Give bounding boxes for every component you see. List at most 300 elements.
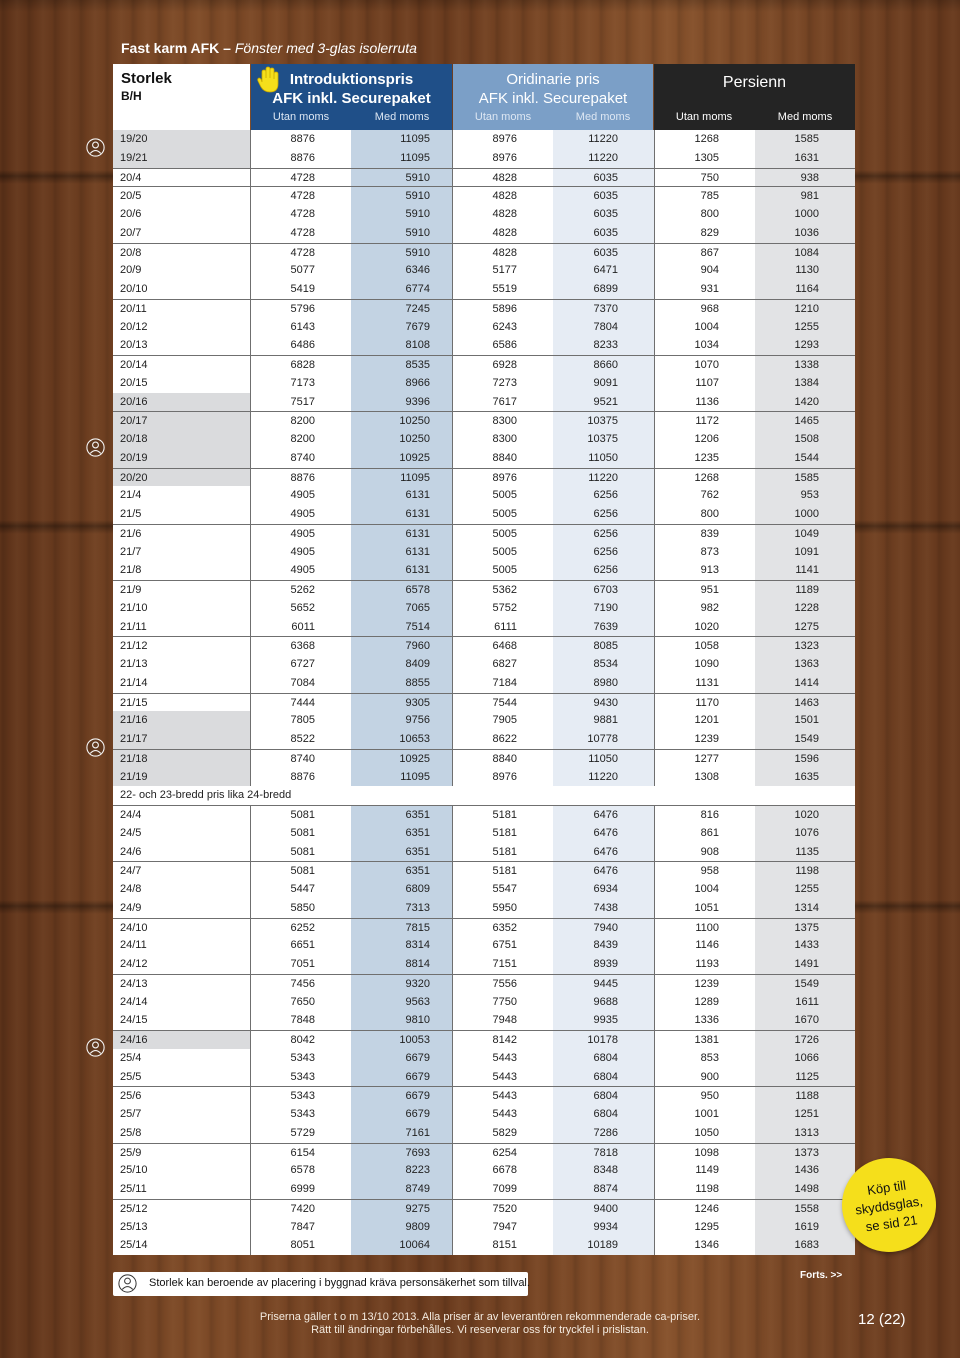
cell-persienn-incl-vat: 1726 xyxy=(755,1031,855,1049)
cell-intro-excl-vat: 5796 xyxy=(250,300,351,318)
cell-intro-incl-vat: 10925 xyxy=(351,750,452,768)
cell-ordinary-excl-vat: 5005 xyxy=(452,525,553,543)
cell-intro-excl-vat: 8051 xyxy=(250,1236,351,1255)
cell-ordinary-excl-vat: 7948 xyxy=(452,1011,553,1030)
cell-intro-excl-vat: 4728 xyxy=(250,205,351,224)
cell-ordinary-incl-vat: 6256 xyxy=(553,486,654,505)
cell-intro-incl-vat: 6131 xyxy=(351,561,452,580)
cell-ordinary-incl-vat: 8980 xyxy=(553,674,654,693)
cell-persienn-excl-vat: 1090 xyxy=(654,655,755,674)
cell-persienn-excl-vat: 1268 xyxy=(654,469,755,487)
cell-ordinary-excl-vat: 5443 xyxy=(452,1087,553,1105)
cell-intro-excl-vat: 5262 xyxy=(250,581,351,599)
cell-intro-incl-vat: 8409 xyxy=(351,655,452,674)
cell-persienn-incl-vat: 1683 xyxy=(755,1236,855,1255)
cell-persienn-incl-vat: 1000 xyxy=(755,205,855,224)
cell-ordinary-excl-vat: 7905 xyxy=(452,711,553,730)
cell-persienn-excl-vat: 968 xyxy=(654,300,755,318)
cell-size: 25/10 xyxy=(113,1161,250,1180)
cell-intro-incl-vat: 9396 xyxy=(351,393,452,412)
table-row xyxy=(113,730,855,749)
cell-intro-incl-vat: 9275 xyxy=(351,1200,452,1218)
cell-intro-incl-vat: 7514 xyxy=(351,618,452,637)
cell-persienn-excl-vat: 1172 xyxy=(654,412,755,430)
table-row xyxy=(113,824,855,843)
cell-persienn-excl-vat: 1246 xyxy=(654,1200,755,1218)
cell-intro-incl-vat: 6131 xyxy=(351,543,452,562)
cell-persienn-excl-vat: 1131 xyxy=(654,674,755,693)
table-row xyxy=(113,130,855,149)
cell-size: 21/18 xyxy=(113,750,250,768)
table-row xyxy=(113,843,855,862)
cell-size: 24/4 xyxy=(113,806,250,824)
cell-intro-incl-vat: 5910 xyxy=(351,244,452,262)
cell-persienn-excl-vat: 982 xyxy=(654,599,755,618)
cell-ordinary-excl-vat: 7544 xyxy=(452,694,553,712)
cell-intro-excl-vat: 6011 xyxy=(250,618,351,637)
cell-size: 24/13 xyxy=(113,975,250,993)
cell-ordinary-incl-vat: 6476 xyxy=(553,843,654,862)
cell-intro-excl-vat: 4728 xyxy=(250,224,351,243)
cell-intro-incl-vat: 10250 xyxy=(351,430,452,449)
cell-intro-incl-vat: 6131 xyxy=(351,525,452,543)
cell-intro-incl-vat: 7065 xyxy=(351,599,452,618)
cell-persienn-excl-vat: 1295 xyxy=(654,1218,755,1237)
cell-intro-incl-vat: 7161 xyxy=(351,1124,452,1143)
ord-utan-moms: Utan moms xyxy=(474,111,532,123)
cell-size: 19/20 xyxy=(113,130,250,149)
cell-ordinary-excl-vat: 6827 xyxy=(452,655,553,674)
cell-size: 21/14 xyxy=(113,674,250,693)
cell-ordinary-incl-vat: 9521 xyxy=(553,393,654,412)
header-size-label: Storlek xyxy=(121,70,172,87)
cell-intro-excl-vat: 5652 xyxy=(250,599,351,618)
cell-ordinary-incl-vat: 7639 xyxy=(553,618,654,637)
cell-intro-excl-vat: 4905 xyxy=(250,525,351,543)
cell-intro-incl-vat: 6774 xyxy=(351,280,452,299)
cell-persienn-excl-vat: 1206 xyxy=(654,430,755,449)
table-row xyxy=(113,186,855,205)
cell-ordinary-incl-vat: 10178 xyxy=(553,1031,654,1049)
cell-persienn-incl-vat: 1384 xyxy=(755,374,855,393)
table-row xyxy=(113,1030,855,1049)
table-row xyxy=(113,280,855,299)
cell-persienn-incl-vat: 1619 xyxy=(755,1218,855,1237)
cell-persienn-incl-vat: 1210 xyxy=(755,300,855,318)
cell-intro-excl-vat: 5343 xyxy=(250,1087,351,1105)
cell-persienn-excl-vat: 1058 xyxy=(654,637,755,655)
cell-size: 20/20 xyxy=(113,469,250,487)
table-row xyxy=(113,749,855,768)
cell-persienn-incl-vat: 1323 xyxy=(755,637,855,655)
cell-persienn-incl-vat: 1198 xyxy=(755,862,855,880)
cell-size: 25/6 xyxy=(113,1087,250,1105)
cell-ordinary-incl-vat: 7190 xyxy=(553,599,654,618)
cell-intro-incl-vat: 10053 xyxy=(351,1031,452,1049)
cell-intro-incl-vat: 8535 xyxy=(351,356,452,374)
cell-ordinary-incl-vat: 11220 xyxy=(553,149,654,168)
cell-persienn-excl-vat: 1136 xyxy=(654,393,755,412)
cell-persienn-incl-vat: 938 xyxy=(755,169,855,187)
cell-ordinary-excl-vat: 8976 xyxy=(452,130,553,149)
cell-persienn-incl-vat: 1558 xyxy=(755,1200,855,1218)
cell-size: 20/12 xyxy=(113,318,250,337)
table-row xyxy=(113,1011,855,1030)
cell-persienn-incl-vat: 1066 xyxy=(755,1049,855,1068)
person-icon xyxy=(86,138,105,157)
cell-intro-incl-vat: 9809 xyxy=(351,1218,452,1237)
cell-ordinary-excl-vat: 5181 xyxy=(452,862,553,880)
cell-persienn-excl-vat: 1051 xyxy=(654,899,755,918)
cell-intro-incl-vat: 6578 xyxy=(351,581,452,599)
cell-ordinary-incl-vat: 11220 xyxy=(553,469,654,487)
cell-persienn-incl-vat: 1436 xyxy=(755,1161,855,1180)
cell-intro-excl-vat: 6727 xyxy=(250,655,351,674)
cell-ordinary-excl-vat: 4828 xyxy=(452,169,553,187)
cell-intro-incl-vat: 8314 xyxy=(351,936,452,955)
cell-persienn-incl-vat: 1508 xyxy=(755,430,855,449)
table-row xyxy=(113,561,855,580)
cell-intro-excl-vat: 4728 xyxy=(250,187,351,205)
cell-ordinary-excl-vat: 5005 xyxy=(452,505,553,524)
cell-ordinary-excl-vat: 8300 xyxy=(452,430,553,449)
cell-intro-excl-vat: 7848 xyxy=(250,1011,351,1030)
cell-size: 20/16 xyxy=(113,393,250,412)
cell-intro-excl-vat: 8200 xyxy=(250,412,351,430)
cell-persienn-incl-vat: 1130 xyxy=(755,261,855,280)
cell-persienn-incl-vat: 1251 xyxy=(755,1105,855,1124)
cell-ordinary-excl-vat: 6254 xyxy=(452,1144,553,1162)
cell-ordinary-excl-vat: 7617 xyxy=(452,393,553,412)
cell-ordinary-excl-vat: 5896 xyxy=(452,300,553,318)
cell-ordinary-excl-vat: 5443 xyxy=(452,1068,553,1087)
ord-line2: AFK inkl. Securepaket xyxy=(478,90,628,107)
cell-ordinary-excl-vat: 5829 xyxy=(452,1124,553,1143)
table-row xyxy=(113,580,855,599)
cell-size: 25/5 xyxy=(113,1068,250,1087)
cell-intro-excl-vat: 8876 xyxy=(250,130,351,149)
table-row xyxy=(113,861,855,880)
cell-persienn-incl-vat: 1313 xyxy=(755,1124,855,1143)
cell-ordinary-incl-vat: 9881 xyxy=(553,711,654,730)
cell-intro-excl-vat: 7847 xyxy=(250,1218,351,1237)
cell-intro-incl-vat: 9756 xyxy=(351,711,452,730)
cell-intro-incl-vat: 7960 xyxy=(351,637,452,655)
cell-intro-incl-vat: 7693 xyxy=(351,1144,452,1162)
badge-line1: Köp till xyxy=(866,1177,907,1198)
cell-intro-excl-vat: 4728 xyxy=(250,244,351,262)
cell-size: 21/17 xyxy=(113,730,250,749)
cell-ordinary-incl-vat: 7818 xyxy=(553,1144,654,1162)
cell-ordinary-incl-vat: 9935 xyxy=(553,1011,654,1030)
cell-ordinary-excl-vat: 6928 xyxy=(452,356,553,374)
cell-persienn-incl-vat: 1188 xyxy=(755,1087,855,1105)
cell-intro-incl-vat: 10250 xyxy=(351,412,452,430)
cell-intro-excl-vat: 4905 xyxy=(250,561,351,580)
cell-persienn-incl-vat: 1076 xyxy=(755,824,855,843)
cell-ordinary-incl-vat: 8439 xyxy=(553,936,654,955)
cell-persienn-excl-vat: 1100 xyxy=(654,919,755,937)
cell-intro-excl-vat: 4728 xyxy=(250,169,351,187)
cell-persienn-incl-vat: 1465 xyxy=(755,412,855,430)
cell-intro-excl-vat: 5343 xyxy=(250,1105,351,1124)
cell-intro-incl-vat: 9305 xyxy=(351,694,452,712)
cell-ordinary-incl-vat: 7370 xyxy=(553,300,654,318)
cell-persienn-excl-vat: 829 xyxy=(654,224,755,243)
cell-ordinary-incl-vat: 9091 xyxy=(553,374,654,393)
cell-intro-excl-vat: 7650 xyxy=(250,993,351,1012)
table-row xyxy=(113,918,855,937)
cell-intro-incl-vat: 11095 xyxy=(351,469,452,487)
cell-ordinary-excl-vat: 7184 xyxy=(452,674,553,693)
cell-size: 25/14 xyxy=(113,1236,250,1255)
cell-ordinary-excl-vat: 5181 xyxy=(452,806,553,824)
cell-intro-excl-vat: 8876 xyxy=(250,469,351,487)
cell-persienn-excl-vat: 762 xyxy=(654,486,755,505)
cell-persienn-excl-vat: 867 xyxy=(654,244,755,262)
cell-ordinary-excl-vat: 6751 xyxy=(452,936,553,955)
cell-intro-excl-vat: 6651 xyxy=(250,936,351,955)
cell-intro-excl-vat: 5081 xyxy=(250,824,351,843)
cell-intro-incl-vat: 7245 xyxy=(351,300,452,318)
table-row xyxy=(113,1180,855,1199)
cell-intro-excl-vat: 6252 xyxy=(250,919,351,937)
cell-intro-excl-vat: 4905 xyxy=(250,505,351,524)
cell-persienn-incl-vat: 1420 xyxy=(755,393,855,412)
cell-intro-excl-vat: 5077 xyxy=(250,261,351,280)
cell-intro-excl-vat: 6143 xyxy=(250,318,351,337)
legend-text: Storlek kan beroende av placering i byggnad kräva personsäkerhet som tillval. xyxy=(149,1277,530,1289)
cell-ordinary-incl-vat: 9688 xyxy=(553,993,654,1012)
intro-line2: AFK inkl. Securepaket xyxy=(272,90,431,107)
cell-intro-incl-vat: 5910 xyxy=(351,187,452,205)
cell-ordinary-incl-vat: 6035 xyxy=(553,169,654,187)
cell-intro-excl-vat: 7805 xyxy=(250,711,351,730)
cell-size: 20/17 xyxy=(113,412,250,430)
table-row xyxy=(113,955,855,974)
cell-ordinary-incl-vat: 6476 xyxy=(553,862,654,880)
cell-persienn-excl-vat: 750 xyxy=(654,169,755,187)
cell-ordinary-excl-vat: 4828 xyxy=(452,187,553,205)
cell-ordinary-incl-vat: 11220 xyxy=(553,768,654,787)
cell-ordinary-incl-vat: 6471 xyxy=(553,261,654,280)
cell-size: 21/13 xyxy=(113,655,250,674)
cell-ordinary-incl-vat: 6256 xyxy=(553,525,654,543)
cell-persienn-incl-vat: 1141 xyxy=(755,561,855,580)
cell-persienn-excl-vat: 1004 xyxy=(654,318,755,337)
cell-ordinary-incl-vat: 8874 xyxy=(553,1180,654,1199)
cell-persienn-excl-vat: 800 xyxy=(654,205,755,224)
cell-intro-excl-vat: 6368 xyxy=(250,637,351,655)
header-persienn xyxy=(654,64,855,130)
cell-ordinary-excl-vat: 5005 xyxy=(452,486,553,505)
cell-size: 20/9 xyxy=(113,261,250,280)
table-row xyxy=(113,224,855,243)
cell-ordinary-excl-vat: 6352 xyxy=(452,919,553,937)
cell-size: 24/5 xyxy=(113,824,250,843)
cell-size: 21/6 xyxy=(113,525,250,543)
cell-persienn-excl-vat: 1201 xyxy=(654,711,755,730)
cell-persienn-excl-vat: 1308 xyxy=(654,768,755,787)
cell-ordinary-excl-vat: 5177 xyxy=(452,261,553,280)
cell-size: 20/10 xyxy=(113,280,250,299)
cell-size: 25/4 xyxy=(113,1049,250,1068)
cell-persienn-excl-vat: 904 xyxy=(654,261,755,280)
cell-ordinary-excl-vat: 8840 xyxy=(452,750,553,768)
table-row xyxy=(113,1124,855,1143)
cell-ordinary-excl-vat: 4828 xyxy=(452,205,553,224)
cell-ordinary-excl-vat: 5362 xyxy=(452,581,553,599)
cell-intro-excl-vat: 7420 xyxy=(250,1200,351,1218)
table-row xyxy=(113,374,855,393)
cell-size: 24/9 xyxy=(113,899,250,918)
cell-persienn-excl-vat: 1381 xyxy=(654,1031,755,1049)
cell-persienn-incl-vat: 1228 xyxy=(755,599,855,618)
table-row xyxy=(113,805,855,824)
footer-line2: Rätt till ändringar förbehålles. Vi reserverar oss för tryckfel i prislistan. xyxy=(311,1324,649,1336)
cell-intro-excl-vat: 5850 xyxy=(250,899,351,918)
table-row xyxy=(113,393,855,412)
cell-ordinary-incl-vat: 9430 xyxy=(553,694,654,712)
cell-persienn-excl-vat: 1235 xyxy=(654,449,755,468)
cell-intro-excl-vat: 7444 xyxy=(250,694,351,712)
cell-ordinary-excl-vat: 8976 xyxy=(452,768,553,787)
header-size-sub: B/H xyxy=(121,89,142,103)
table-row xyxy=(113,1105,855,1124)
cell-ordinary-excl-vat: 5443 xyxy=(452,1049,553,1068)
cell-intro-incl-vat: 6679 xyxy=(351,1105,452,1124)
cell-persienn-excl-vat: 1020 xyxy=(654,618,755,637)
cell-intro-excl-vat: 7517 xyxy=(250,393,351,412)
cell-persienn-excl-vat: 1149 xyxy=(654,1161,755,1180)
table-row xyxy=(113,318,855,337)
cell-persienn-excl-vat: 1305 xyxy=(654,149,755,168)
cell-ordinary-excl-vat: 8976 xyxy=(452,149,553,168)
cell-size: 24/14 xyxy=(113,993,250,1012)
cell-size: 20/11 xyxy=(113,300,250,318)
cell-size: 24/11 xyxy=(113,936,250,955)
cell-intro-excl-vat: 6154 xyxy=(250,1144,351,1162)
page-number: 12 (22) xyxy=(858,1311,906,1328)
cell-ordinary-incl-vat: 8534 xyxy=(553,655,654,674)
header-size xyxy=(113,64,250,130)
cell-intro-incl-vat: 9563 xyxy=(351,993,452,1012)
cell-ordinary-incl-vat: 9934 xyxy=(553,1218,654,1237)
cell-persienn-excl-vat: 908 xyxy=(654,843,755,862)
cell-persienn-incl-vat: 1433 xyxy=(755,936,855,955)
cell-intro-excl-vat: 5447 xyxy=(250,880,351,899)
cell-intro-excl-vat: 5343 xyxy=(250,1049,351,1068)
table-row xyxy=(113,674,855,693)
table-row xyxy=(113,149,855,168)
cell-ordinary-incl-vat: 8939 xyxy=(553,955,654,974)
cell-ordinary-excl-vat: 6243 xyxy=(452,318,553,337)
cell-ordinary-incl-vat: 6899 xyxy=(553,280,654,299)
intro-utan-moms: Utan moms xyxy=(272,111,330,123)
cell-ordinary-incl-vat: 7940 xyxy=(553,919,654,937)
title-italic: Fönster med 3-glas isolerruta xyxy=(234,40,417,56)
table-row xyxy=(113,880,855,899)
continued-link[interactable]: Forts. >> xyxy=(800,1270,843,1281)
cell-ordinary-incl-vat: 11050 xyxy=(553,449,654,468)
cell-intro-excl-vat: 6999 xyxy=(250,1180,351,1199)
cell-intro-excl-vat: 5343 xyxy=(250,1068,351,1087)
cell-ordinary-excl-vat: 6678 xyxy=(452,1161,553,1180)
person-icon xyxy=(86,438,105,457)
cell-persienn-incl-vat: 1585 xyxy=(755,130,855,149)
cell-persienn-excl-vat: 1346 xyxy=(654,1236,755,1255)
cell-intro-incl-vat: 7313 xyxy=(351,899,452,918)
cell-size: 20/13 xyxy=(113,336,250,355)
cell-size: 21/7 xyxy=(113,543,250,562)
cell-persienn-excl-vat: 1289 xyxy=(654,993,755,1012)
cell-ordinary-incl-vat: 10375 xyxy=(553,430,654,449)
title-bold: Fast karm AFK – xyxy=(121,40,235,56)
cell-ordinary-incl-vat: 10375 xyxy=(553,412,654,430)
cell-size: 24/15 xyxy=(113,1011,250,1030)
cell-ordinary-excl-vat: 4828 xyxy=(452,224,553,243)
cell-size: 20/6 xyxy=(113,205,250,224)
ord-med-moms: Med moms xyxy=(575,111,631,123)
table-row xyxy=(113,355,855,374)
table-row xyxy=(113,1143,855,1162)
cell-intro-incl-vat: 9810 xyxy=(351,1011,452,1030)
cell-size: 19/21 xyxy=(113,149,250,168)
cell-persienn-incl-vat: 1363 xyxy=(755,655,855,674)
cell-size: 21/12 xyxy=(113,637,250,655)
table-row xyxy=(113,1086,855,1105)
badge-line3: se sid 21 xyxy=(864,1212,919,1235)
cell-size: 25/9 xyxy=(113,1144,250,1162)
cell-intro-incl-vat: 5910 xyxy=(351,224,452,243)
cell-ordinary-incl-vat: 6035 xyxy=(553,205,654,224)
table-row xyxy=(113,1199,855,1218)
cell-size: 24/7 xyxy=(113,862,250,880)
cell-ordinary-excl-vat: 6586 xyxy=(452,336,553,355)
cell-persienn-incl-vat: 1338 xyxy=(755,356,855,374)
cell-persienn-incl-vat: 1049 xyxy=(755,525,855,543)
cell-size: 20/4 xyxy=(113,169,250,187)
cell-intro-incl-vat: 11095 xyxy=(351,768,452,787)
table-row xyxy=(113,993,855,1012)
cell-ordinary-excl-vat: 6111 xyxy=(452,618,553,637)
table-row xyxy=(113,655,855,674)
table-row xyxy=(113,936,855,955)
cell-persienn-incl-vat: 1414 xyxy=(755,674,855,693)
cell-ordinary-excl-vat: 5181 xyxy=(452,843,553,862)
cell-intro-excl-vat: 8200 xyxy=(250,430,351,449)
cell-ordinary-excl-vat: 4828 xyxy=(452,244,553,262)
cell-persienn-excl-vat: 913 xyxy=(654,561,755,580)
cell-persienn-incl-vat: 1000 xyxy=(755,505,855,524)
cell-intro-incl-vat: 6679 xyxy=(351,1087,452,1105)
cell-persienn-excl-vat: 861 xyxy=(654,824,755,843)
cell-intro-excl-vat: 5081 xyxy=(250,843,351,862)
table-row xyxy=(113,243,855,262)
cell-persienn-incl-vat: 953 xyxy=(755,486,855,505)
cell-size: 20/7 xyxy=(113,224,250,243)
cell-intro-excl-vat: 7173 xyxy=(250,374,351,393)
cell-ordinary-excl-vat: 5443 xyxy=(452,1105,553,1124)
cell-intro-excl-vat: 8876 xyxy=(250,768,351,787)
cell-persienn-excl-vat: 853 xyxy=(654,1049,755,1068)
header-intro-price xyxy=(251,64,452,130)
table-row xyxy=(113,974,855,993)
cell-persienn-excl-vat: 958 xyxy=(654,862,755,880)
cell-persienn-excl-vat: 1050 xyxy=(654,1124,755,1143)
cell-intro-incl-vat: 10653 xyxy=(351,730,452,749)
cell-intro-excl-vat: 7051 xyxy=(250,955,351,974)
